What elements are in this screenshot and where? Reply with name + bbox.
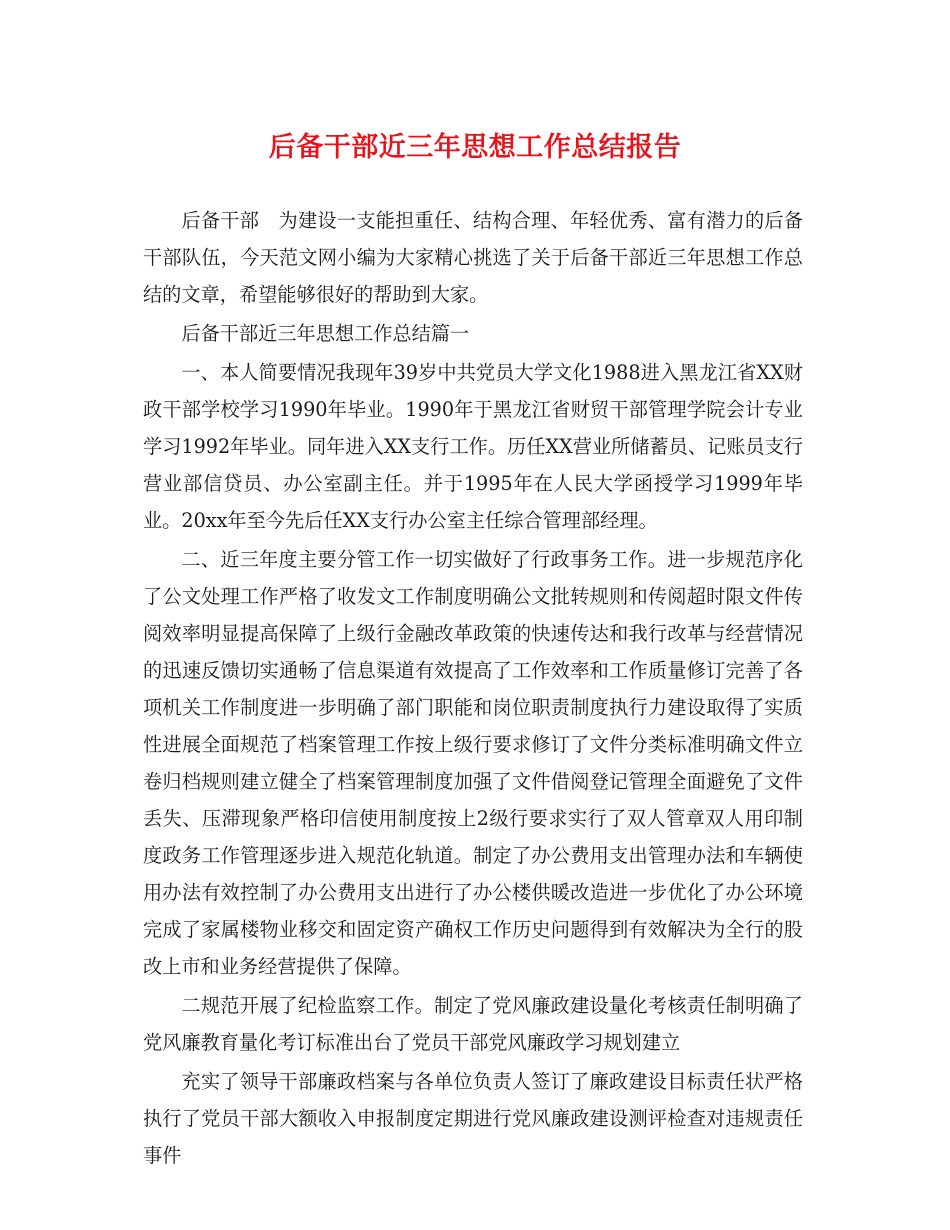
document-body [143,202,803,1176]
paragraph-intro: 后备干部 为建设一支能担重任、结构合理、年轻优秀、富有潜力的后备干部队伍，今天范文网小编为大家精心挑选了关于后备干部近三年思想工作总结的文章，希望能够很好的帮助到大家。 [143,209,803,306]
paragraph-main-work: 二、近三年度主要分管工作一切实做好了行政事务工作。进一步规范序化了公文处理工作严格了收发文工作制度明确公文批转规则和传阅超时限文件传阅效率明显提高保障了上级行金融改革政策的快速传达和我行改革与经营情况的迅速反馈切实通畅了信息渠道有效提高了工作效率和工作质量修订完善了各项机关工作制度进一步明确了部门职能和岗位职责制度执行力建设取得了实质性进展全面规范了档案管理工作按上级行要求修订了文件分类标准明确文件立卷归档规则建立健全了档案管理制度加强了文件借阅登记管理全面避免了文件丢失、压滞现象严格印信使用制度按上2级行要求实行了双人管章双人用印制度政务工作管理逐步进入规范化轨道。制定了办公费用支出管理办法和车辆使用办法有效控制了办公费用支出进行了办公楼供暖改造进一步优化了办公环境完成了家属楼物业移交和固定资产确权工作历史问题得到有效解决为全行的股改上市和业务经营提供了保障。 [143,548,803,978]
document-title: 后备干部近三年思想工作总结报告 [268,132,682,163]
paragraph-personal-info: 一、本人简要情况我现年39岁中共党员大学文化1988进入黑龙江省XX财政干部学校学习1990年毕业。1990年于黑龙江省财贸干部管理学院会计专业学习1992年毕业。同年进入XX支行工作。历任XX营业所储蓄员、记账员支行营业部信贷员、办公室副主任。并于1995年在人民大学函授学习1999年毕业。20xx年至今先后任XX支行办公室主任综合管理部经理。 [143,361,803,532]
paragraph-section-heading: 后备干部近三年思想工作总结篇一 [181,322,470,345]
paragraph-continued: 充实了领导干部廉政档案与各单位负责人签订了廉政建设目标责任状严格执行了党员干部大额收入申报制度定期进行党风廉政建设测评检查对违规责任事件 [143,1070,803,1167]
paragraph-discipline: 二规范开展了纪检监察工作。制定了党风廉政建设量化考核责任制明确了党风廉教育量化考订标准出台了党员干部党风廉政学习规划建立 [143,994,803,1054]
